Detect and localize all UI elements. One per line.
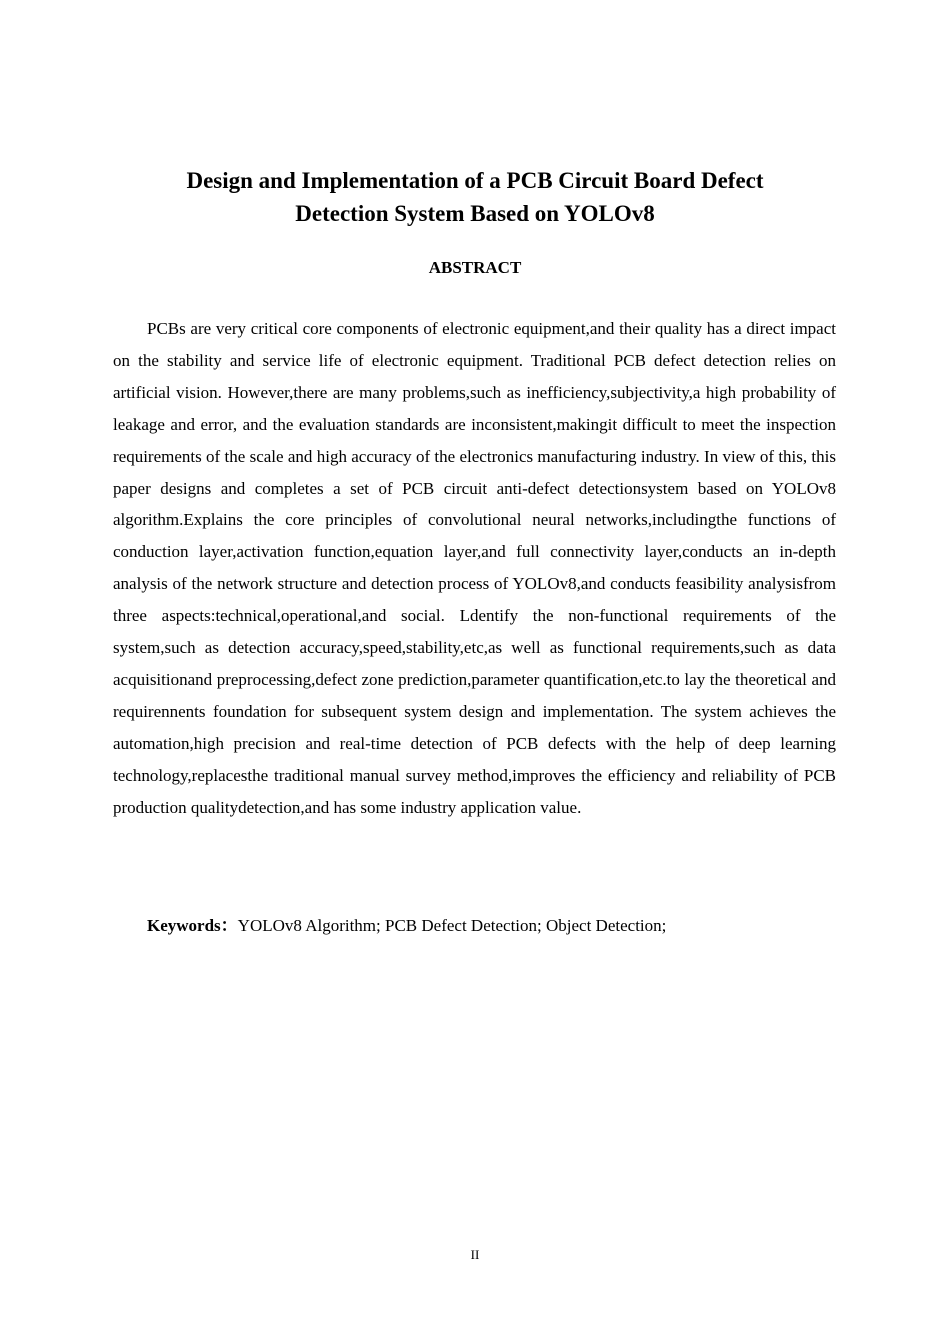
abstract-heading: ABSTRACT <box>428 258 522 277</box>
page-number: II <box>470 1247 480 1262</box>
keywords-text: YOLOv8 Algorithm; PCB Defect Detection; Object Detection; <box>237 916 667 935</box>
abstract-body: PCBs are very critical core components of electronic equipment,and their quality has a direct impact on the stability and service life of electronic equipment. Traditional PCB defect detection relies on artificial vision. However,there are many problems,such as inefficiency,subjectivity,a high probability of leakage and error, and the evaluation standards are inconsistent,makingit difficult to meet the inspection requirements of the scale and high accuracy of the electronics manufacturing industry. In view of this, this paper designs and completes a set of PCB circuit anti-defect detectionsystem based on YOLOv8 algorithm.Explains the core principles of convolutional neural networks,includingthe functions of conduction layer,activation function,equation layer,and full connectivity layer,conducts an in-depth analysis of the network structure and detection process of YOLOv8,and conducts feasibility analysisfrom three aspects:technical,operational,and social. Ldentify the non-functional requirements of the system,such as detection accuracy,speed,stability,etc,as well as functional requirements,such as data acquisitionand preprocessing,defect zone prediction,parameter quantification,etc.to lay the theoretical and requirennents foundation for subsequent system design and implementation. The system achieves the automation,high precision and real-time detection of PCB defects with the help of deep learning technology,replacesthe traditional manual survey method,improves the efficiency and reliability of PCB production qualitydetection,and has some industry application value. <box>113 319 836 817</box>
keywords-label: Keywords： <box>147 916 238 935</box>
keywords-line <box>147 913 837 939</box>
document-title <box>100 164 850 230</box>
document-title-line-2: Detection System Based on YOLOv8 <box>295 201 655 226</box>
document-title-line-1: Design and Implementation of a PCB Circuit Board Defect <box>186 168 764 193</box>
